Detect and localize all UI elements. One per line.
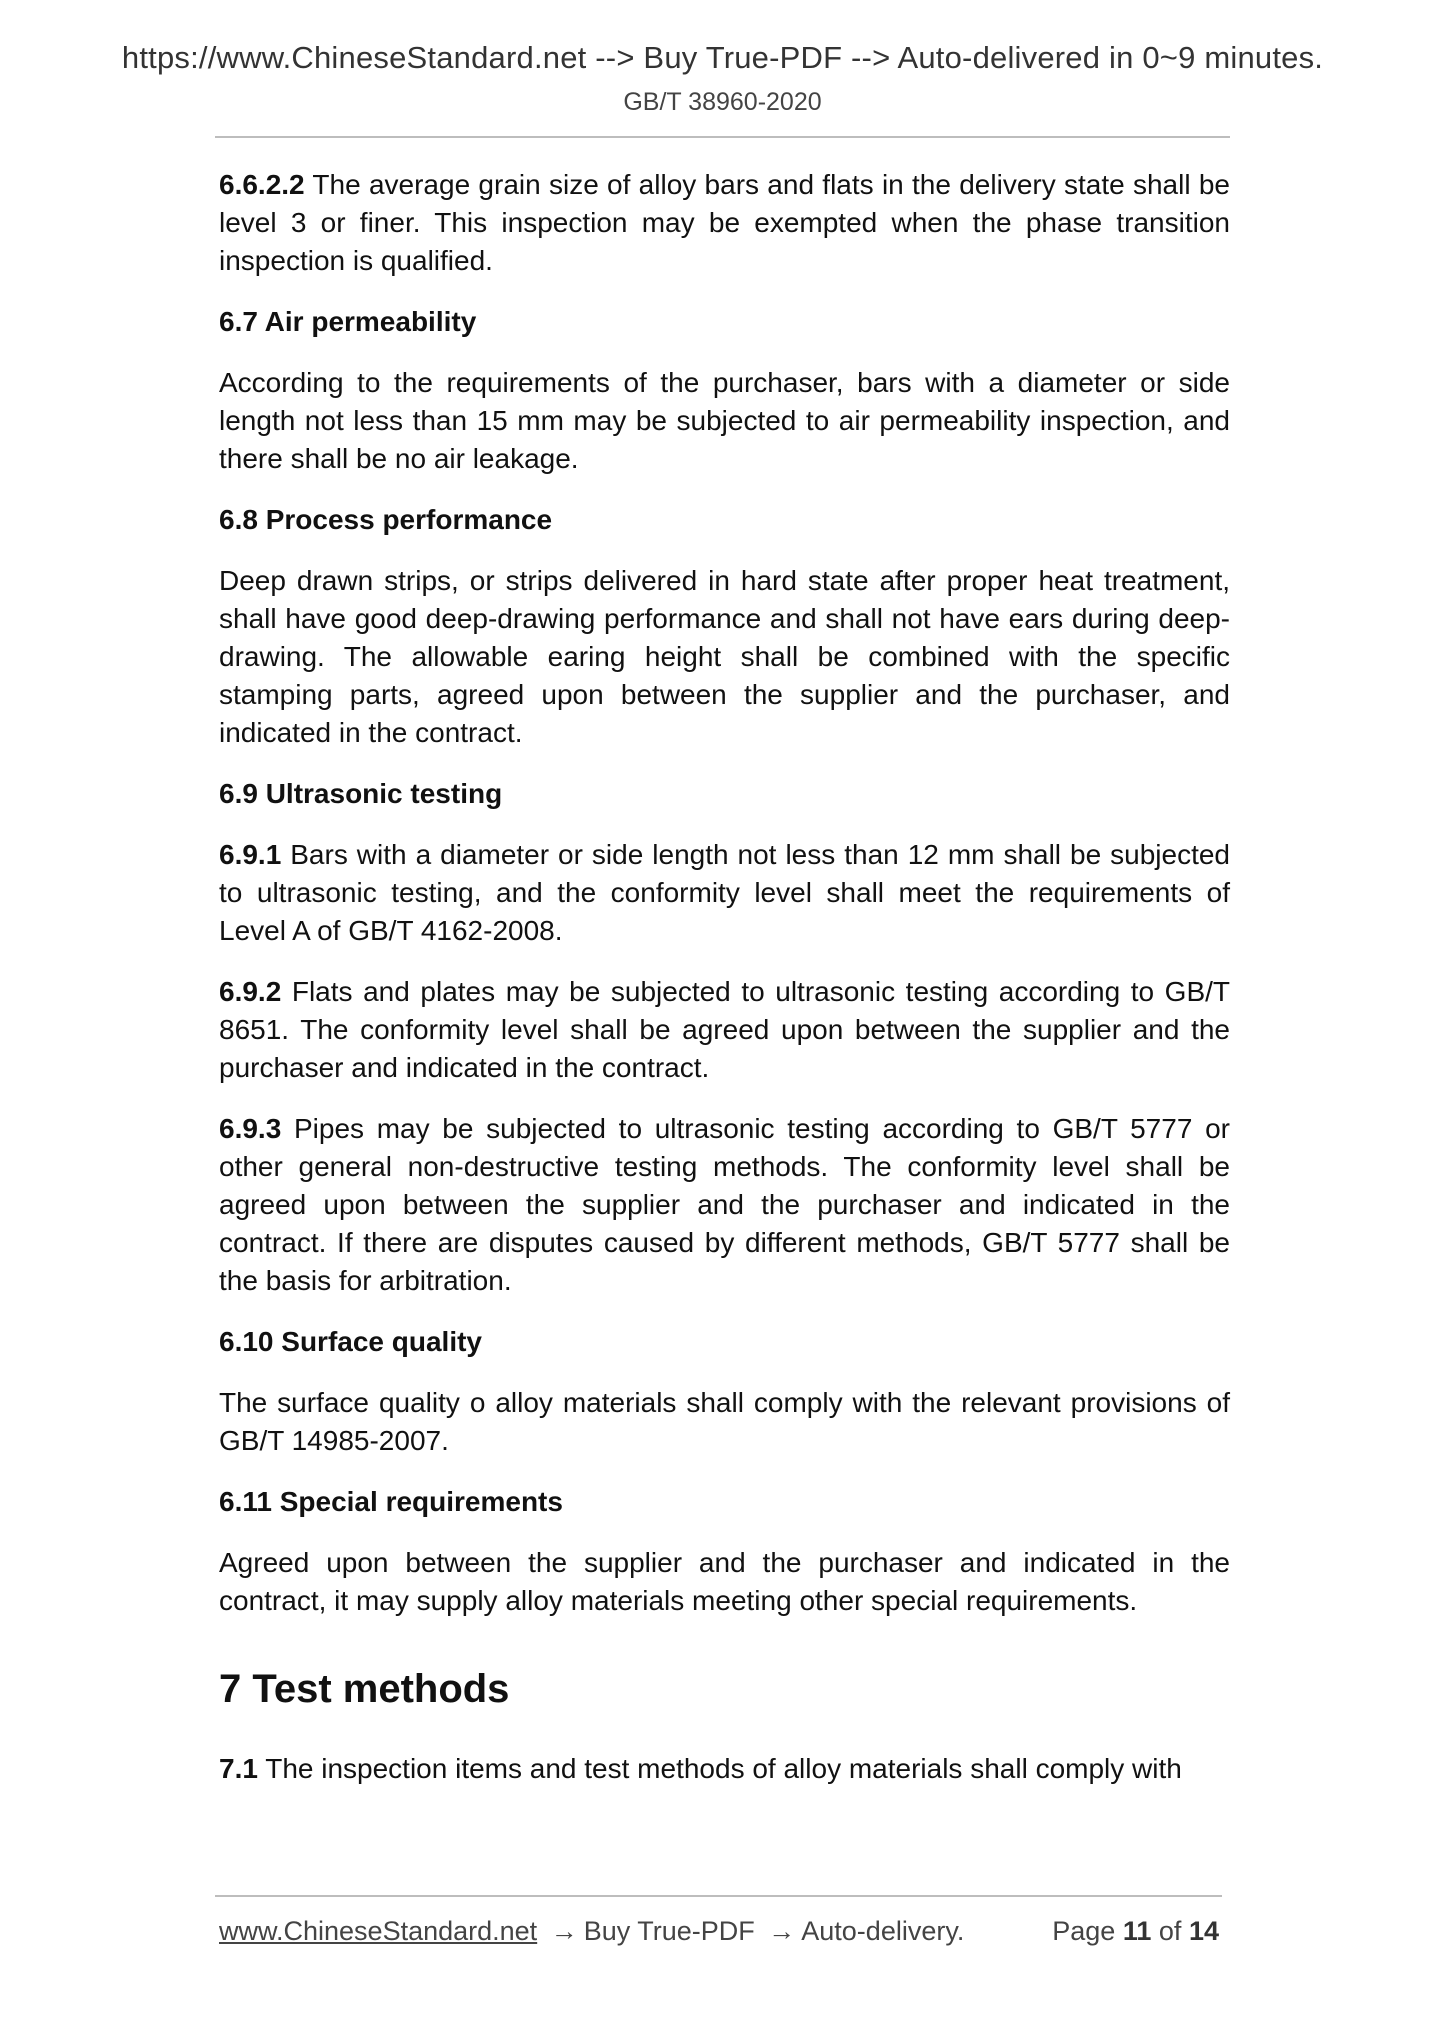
clause-text: Bars with a diameter or side length not less than 12 mm shall be subjected to ultrasonic testing, and the conformity level shall meet the requirements of Level A of GB/T 4162-2008.	[219, 839, 1230, 946]
clause-6-8-body: Deep drawn strips, or strips delivered in hard state after proper heat treatment, shall have good deep-drawing performance and shall not have ears during deep-drawing. The allowable earing height shall be combined with the specific stamping parts, agreed upon between the supplier and the purchaser, and indicated in the contract.	[219, 565, 1230, 748]
clause-6-11-body: Agreed upon between the supplier and the purchaser and indicated in the contract, it may supply alloy materials meeting other special requirements.	[219, 1547, 1230, 1616]
clause-text: Pipes may be subjected to ultrasonic testing according to GB/T 5777 or other general non-destructive testing methods. The conformity level shall be agreed upon between the supplier and the purchaser and indicated in the contract. If there are disputes caused by different methods, GB/T 5777 shall be the basis for arbitration.	[219, 1113, 1230, 1296]
clause-6-6-2-2	[219, 166, 1230, 280]
section-heading-6-9: 6.9 Ultrasonic testing	[219, 778, 503, 809]
page-indicator	[1052, 1916, 1219, 1947]
footer-middle-text: Buy True-PDF	[583, 1916, 755, 1946]
header-divider	[215, 136, 1230, 138]
page-label: Page	[1052, 1916, 1116, 1946]
chapter-heading-7: 7 Test methods	[219, 1667, 510, 1711]
clause-7-1	[219, 1750, 1230, 1788]
clause-number: 6.9.1	[219, 839, 282, 870]
clause-number: 6.9.2	[219, 976, 282, 1007]
clause-text: The average grain size of alloy bars and flats in the delivery state shall be level 3 or finer. This inspection may be exempted when the phase transition inspection is qualified.	[219, 169, 1230, 276]
clause-6-9-2	[219, 973, 1230, 1087]
of-label: of	[1158, 1916, 1182, 1946]
page-body	[219, 166, 1230, 1811]
clause-6-9-3	[219, 1110, 1230, 1300]
clause-number: 6.9.3	[219, 1113, 282, 1144]
clause-6-9-1	[219, 836, 1230, 950]
clause-6-7-body: According to the requirements of the purchaser, bars with a diameter or side length not less than 15 mm may be subjected to air permeability inspection, and there shall be no air leakage.	[219, 367, 1230, 474]
footer-tail-text: Auto-delivery.	[801, 1916, 965, 1946]
page-number: 11	[1122, 1916, 1152, 1946]
clause-text: The inspection items and test methods of alloy materials shall comply with	[257, 1753, 1182, 1784]
arrow-right-icon: →	[550, 1916, 578, 1946]
section-heading-6-10: 6.10 Surface quality	[219, 1326, 483, 1357]
section-heading-6-11: 6.11 Special requirements	[219, 1486, 563, 1517]
section-heading-6-8: 6.8 Process performance	[219, 504, 553, 535]
clause-6-10-body: The surface quality o alloy materials shall comply with the relevant provisions of GB/T 14985-2007.	[219, 1387, 1230, 1456]
arrow-right-icon: →	[768, 1916, 796, 1946]
section-heading-6-7: 6.7 Air permeability	[219, 306, 477, 337]
document-id: GB/T 38960-2020	[623, 88, 822, 116]
clause-number: 7.1	[219, 1753, 258, 1784]
clause-text: Flats and plates may be subjected to ultrasonic testing according to GB/T 8651. The conformity level shall be agreed upon between the supplier and the purchaser and indicated in the contract.	[219, 976, 1230, 1083]
footer-divider	[215, 1895, 1222, 1897]
page-total: 14	[1188, 1916, 1219, 1946]
source-banner: https://www.ChineseStandard.net --> Buy True-PDF --> Auto-delivered in 0~9 minutes.	[121, 40, 1324, 75]
footer-promo	[219, 1916, 964, 1947]
clause-number: 6.6.2.2	[219, 169, 305, 200]
site-link[interactable]: www.ChineseStandard.net	[219, 1916, 538, 1946]
